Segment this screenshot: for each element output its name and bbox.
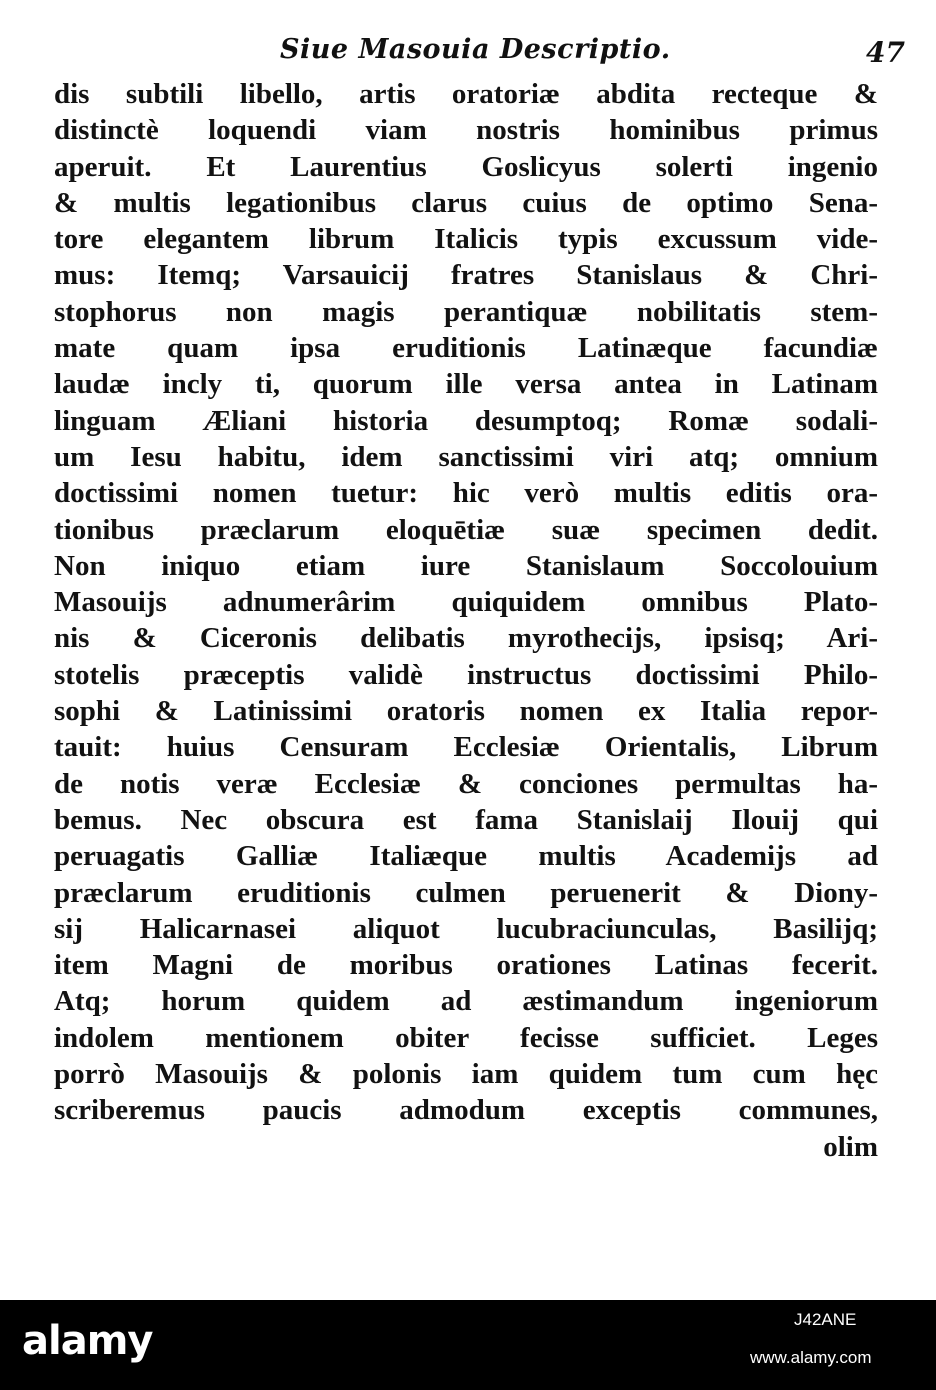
text-line: præclarum eruditionis culmen peruenerit & Diony- xyxy=(54,876,878,909)
text-line: mate quam ipsa eruditionis Latinæque facundiæ xyxy=(54,332,878,365)
text-line: um Iesu habitu, idem sanctissimi viri atq; omnium xyxy=(54,440,878,473)
text-line: sophi & Latinissimi oratoris nomen ex Italia repor- xyxy=(54,695,878,728)
text-line: Masouijs adnumerârim quiquidem omnibus Plato- xyxy=(54,586,878,619)
text-line: peruagatis Galliæ Italiæque multis Academijs ad xyxy=(54,840,878,873)
text-line: tionibus præclarum eloquētiæ suæ specimen dedit. xyxy=(54,513,878,546)
image-id: J42ANE xyxy=(794,1310,857,1329)
text-line: stotelis præceptis validè instructus doctissimi Philo- xyxy=(54,658,878,691)
text-line: & multis legationibus clarus cuius de optimo Sena- xyxy=(54,186,878,219)
text-line: sij Halicarnasei aliquot lucubraciunculas, Basilijq; xyxy=(54,912,878,945)
text-line: linguam Æliani historia desumptoq; Romæ sodali- xyxy=(54,404,878,437)
text-line: doctissimi nomen tuetur: hic verò multis editis ora- xyxy=(54,477,878,510)
catchword: olim xyxy=(823,1130,878,1163)
text-line: tauit: huius Censuram Ecclesiæ Orientalis, Librum xyxy=(54,731,878,764)
text-line: aperuit. Et Laurentius Goslicyus solerti ingenio xyxy=(54,150,878,183)
page-number: 47 xyxy=(866,36,905,69)
site-url: www.alamy.com xyxy=(750,1348,872,1367)
text-line: scriberemus paucis admodum exceptis communes, xyxy=(54,1094,878,1127)
text-line: Atq; horum quidem ad æstimandum ingeniorum xyxy=(54,985,878,1018)
text-line: mus: Itemq; Varsauicij fratres Stanislaus & Chri- xyxy=(54,259,878,292)
text-line: tore elegantem librum Italicis typis excussum vide- xyxy=(54,223,878,256)
text-line: item Magni de moribus orationes Latinas fecerit. xyxy=(54,949,878,982)
text-line: indolem mentionem obiter fecisse sufficiet. Leges xyxy=(54,1021,878,1054)
text-line: dis subtili libello, artis oratoriæ abdita recteque & xyxy=(54,78,878,110)
text-line: nis & Ciceronis delibatis myrothecijs, ipsisq; Ari- xyxy=(54,622,878,655)
text-line: porrò Masouijs & polonis iam quidem tum cum hęc xyxy=(54,1058,878,1091)
text-line: Non iniquo etiam iure Stanislaum Soccolouium xyxy=(54,549,878,582)
text-line: laudæ incly ti, quorum ille versa antea in Latinam xyxy=(54,368,878,401)
text-line: de notis veræ Ecclesiæ & conciones permultas ha- xyxy=(54,767,878,800)
running-head: Siue Masouia Descriptio. xyxy=(280,34,671,65)
text-line: distinctè loquendi viam nostris hominibus primus xyxy=(54,114,878,147)
body-text xyxy=(54,76,878,1165)
text-line: stophorus non magis perantiquæ nobilitatis stem- xyxy=(54,295,878,328)
watermark-footer xyxy=(0,1300,936,1390)
text-line: bemus. Nec obscura est fama Stanislaij Ilouij qui xyxy=(54,803,878,836)
brand-logo: alamy xyxy=(22,1318,153,1364)
